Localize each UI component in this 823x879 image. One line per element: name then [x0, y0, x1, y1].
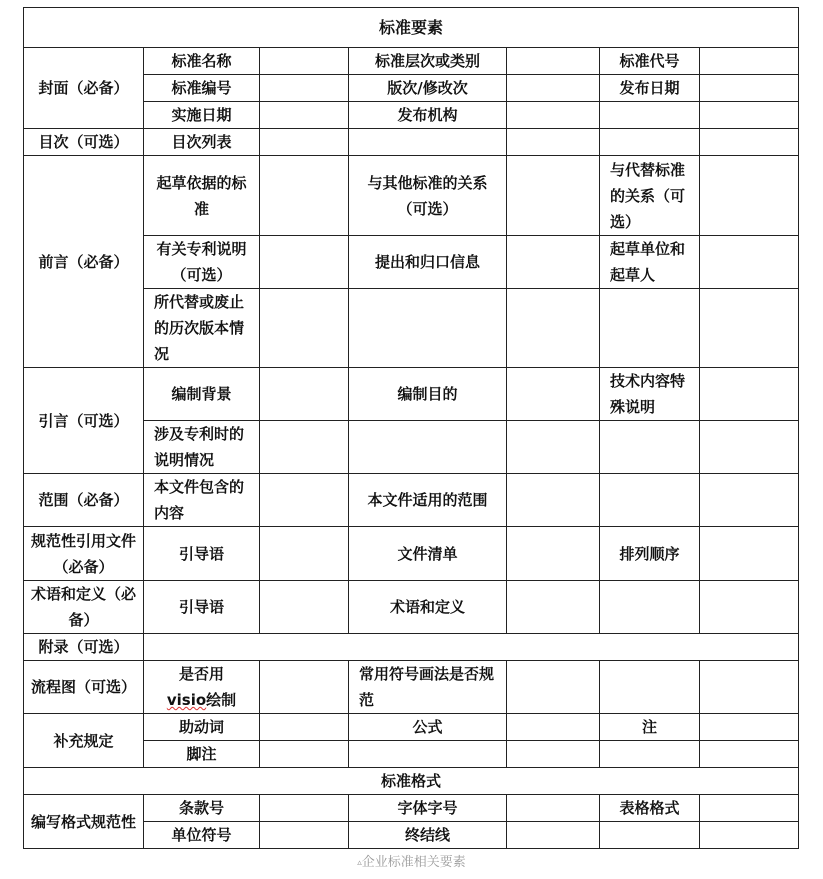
standard-elements-table — [23, 7, 799, 849]
cell: 文件清单 — [349, 527, 507, 581]
cell — [507, 421, 600, 474]
visio-text: visio — [166, 691, 207, 709]
cell — [700, 661, 799, 714]
cell — [600, 129, 700, 156]
cell: 所代替或废止的历次版本情况 — [144, 289, 260, 368]
cell — [507, 368, 600, 421]
cell — [600, 822, 700, 849]
cell: 助动词 — [144, 714, 260, 741]
cell: 公式 — [349, 714, 507, 741]
cell: 字体字号 — [349, 795, 507, 822]
cell — [260, 129, 349, 156]
cell: 发布日期 — [600, 75, 700, 102]
cell — [260, 741, 349, 768]
cell: 实施日期 — [144, 102, 260, 129]
cell — [507, 75, 600, 102]
cell: 编制目的 — [349, 368, 507, 421]
cell — [260, 236, 349, 289]
cell — [260, 822, 349, 849]
section-label-flowchart: 流程图（可选） — [24, 661, 144, 714]
cell — [600, 474, 700, 527]
cell — [260, 102, 349, 129]
cell — [700, 527, 799, 581]
section-label-scope: 范围（必备） — [24, 474, 144, 527]
cell: 标准名称 — [144, 48, 260, 75]
cell — [600, 741, 700, 768]
cell: 标准编号 — [144, 75, 260, 102]
cell: 常用符号画法是否规范 — [349, 661, 507, 714]
cell: 与代替标准的关系（可选） — [600, 156, 700, 236]
section-label-foreword: 前言（必备） — [24, 156, 144, 368]
cell — [144, 661, 260, 714]
cell — [507, 129, 600, 156]
cell: 起草单位和起草人 — [600, 236, 700, 289]
cell: 编制背景 — [144, 368, 260, 421]
cell: 引导语 — [144, 527, 260, 581]
cell — [700, 129, 799, 156]
cell: 术语和定义 — [349, 581, 507, 634]
cell — [700, 48, 799, 75]
cell — [260, 527, 349, 581]
cell — [600, 421, 700, 474]
cell: 单位符号 — [144, 822, 260, 849]
cell: 条款号 — [144, 795, 260, 822]
cell: 注 — [600, 714, 700, 741]
cell: 标准层次或类别 — [349, 48, 507, 75]
cell: 本文件包含的内容 — [144, 474, 260, 527]
cell — [507, 527, 600, 581]
section-label-format: 编写格式规范性 — [24, 795, 144, 849]
section-label-appendix: 附录（可选） — [24, 634, 144, 661]
cell: 与其他标准的关系（可选） — [349, 156, 507, 236]
cell — [260, 661, 349, 714]
cell — [260, 581, 349, 634]
cell — [700, 102, 799, 129]
cell — [507, 156, 600, 236]
cell — [349, 741, 507, 768]
cell — [700, 581, 799, 634]
cell — [700, 156, 799, 236]
cell — [600, 289, 700, 368]
cell — [700, 75, 799, 102]
section-label-toc: 目次（可选） — [24, 129, 144, 156]
section-label-intro: 引言（可选） — [24, 368, 144, 474]
cell: 标准代号 — [600, 48, 700, 75]
cell — [700, 822, 799, 849]
cell — [260, 48, 349, 75]
cell: 提出和归口信息 — [349, 236, 507, 289]
cell — [507, 581, 600, 634]
cell — [507, 822, 600, 849]
section-label-normative-references: 规范性引用文件（必备） — [24, 527, 144, 581]
cell — [600, 102, 700, 129]
table-title: 标准要素 — [24, 8, 799, 48]
cell — [700, 795, 799, 822]
cell — [260, 795, 349, 822]
cell — [507, 48, 600, 75]
figure-caption — [0, 851, 823, 870]
cell — [700, 741, 799, 768]
cell — [260, 156, 349, 236]
cell: 起草依据的标准 — [144, 156, 260, 236]
cell — [260, 421, 349, 474]
cell: 技术内容特殊说明 — [600, 368, 700, 421]
cell: 目次列表 — [144, 129, 260, 156]
format-section-title: 标准格式 — [24, 768, 799, 795]
cell — [600, 661, 700, 714]
cell — [507, 474, 600, 527]
cell — [507, 661, 600, 714]
cell — [507, 795, 600, 822]
cell — [507, 714, 600, 741]
triangle-up-icon: ▵ — [357, 858, 362, 868]
cell — [700, 474, 799, 527]
cell: 发布机构 — [349, 102, 507, 129]
cell-text: 是否用 — [178, 665, 224, 683]
cell: 版次/修改次 — [349, 75, 507, 102]
cell — [349, 129, 507, 156]
cell: 排列顺序 — [600, 527, 700, 581]
cell-text: 绘制 — [206, 691, 237, 709]
cell — [144, 634, 799, 661]
cell — [507, 289, 600, 368]
cell — [507, 741, 600, 768]
cell — [700, 368, 799, 421]
cell — [700, 421, 799, 474]
cell — [700, 289, 799, 368]
cell — [349, 421, 507, 474]
cell — [260, 75, 349, 102]
cell: 终结线 — [349, 822, 507, 849]
cell — [260, 714, 349, 741]
cell — [349, 289, 507, 368]
cell — [700, 714, 799, 741]
cell: 涉及专利时的说明情况 — [144, 421, 260, 474]
cell — [260, 289, 349, 368]
cell — [507, 102, 600, 129]
cell: 本文件适用的范围 — [349, 474, 507, 527]
cell — [600, 581, 700, 634]
section-label-supplementary: 补充规定 — [24, 714, 144, 768]
cell: 脚注 — [144, 741, 260, 768]
cell: 引导语 — [144, 581, 260, 634]
cell — [507, 236, 600, 289]
section-label-terms: 术语和定义（必备） — [24, 581, 144, 634]
section-label-cover: 封面（必备） — [24, 48, 144, 129]
cell: 有关专利说明（可选） — [144, 236, 260, 289]
caption-text: 企业标准相关要素 — [361, 855, 466, 870]
cell — [260, 368, 349, 421]
cell — [700, 236, 799, 289]
cell: 表格格式 — [600, 795, 700, 822]
cell — [260, 474, 349, 527]
